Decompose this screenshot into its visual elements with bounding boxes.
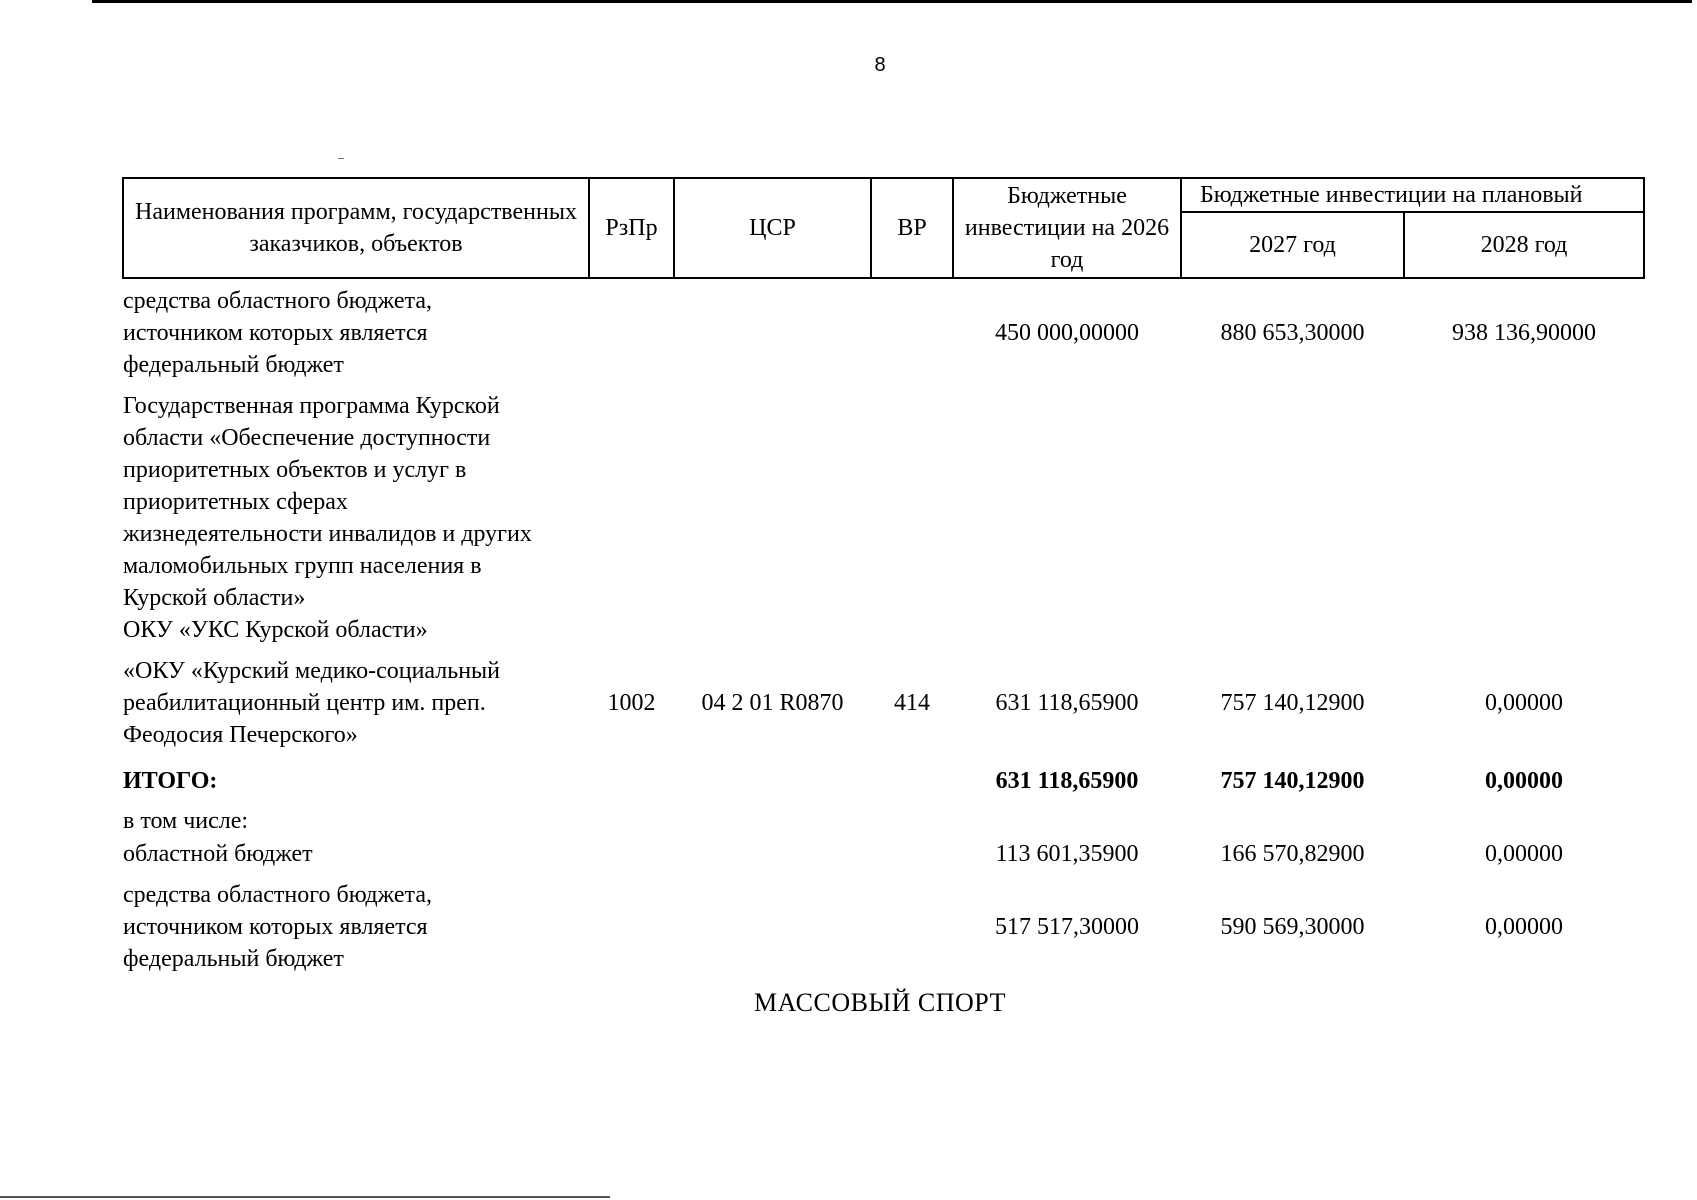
row-value-2028: 0,00000 <box>1485 768 1563 794</box>
page-number: 8 <box>874 54 886 76</box>
row-value-2028: 0,00000 <box>1485 914 1563 940</box>
row-name: средства областного бюджета, источником которых является федеральный бюджет <box>123 882 432 972</box>
row-value-2027: 166 570,82900 <box>1220 841 1365 867</box>
header-planned-period: Бюджетные инвестиции на плановый <box>1181 178 1644 212</box>
table-row-regional-budget <box>123 837 1644 871</box>
row-value-2028: 0,00000 <box>1485 841 1563 867</box>
row-name: в том числе: <box>123 808 249 834</box>
header-vr: ВР <box>871 178 953 278</box>
row-value-2026: 450 000,00000 <box>995 320 1139 346</box>
row-rzpr <box>589 387 674 649</box>
row-rzpr <box>589 871 674 983</box>
header-rzpr: РзПр <box>589 178 674 278</box>
row-value-2028: 938 136,90000 <box>1452 320 1596 346</box>
header-year-2028: 2028 год <box>1404 212 1644 278</box>
header-name: Наименования программ, государственных заказчиков, объектов <box>123 178 589 278</box>
row-value-2027 <box>1181 805 1404 837</box>
row-value-2027: 590 569,30000 <box>1220 914 1365 940</box>
row-rzpr <box>589 805 674 837</box>
row-vr <box>871 805 953 837</box>
table-row-federal-funds <box>123 871 1644 983</box>
table-row-federal-funds <box>123 278 1644 387</box>
row-vr <box>871 278 953 387</box>
row-value-2026: 631 118,65900 <box>995 690 1139 716</box>
table-row-total <box>123 757 1644 805</box>
row-vr <box>871 757 953 805</box>
table-header <box>123 178 1644 278</box>
row-vr <box>871 387 953 649</box>
budget-investments-table <box>122 177 1645 983</box>
table-row-object <box>123 649 1644 757</box>
row-csr <box>674 871 871 983</box>
row-rzpr: 1002 <box>607 690 656 716</box>
row-name: ИТОГО: <box>123 768 218 794</box>
row-vr: 414 <box>894 690 930 716</box>
row-name: областной бюджет <box>123 841 313 867</box>
row-csr <box>674 805 871 837</box>
row-value-2026: 517 517,30000 <box>995 914 1139 940</box>
row-rzpr <box>589 278 674 387</box>
table-body <box>123 278 1644 983</box>
row-value-2028 <box>1404 387 1644 649</box>
scan-edge-bottom <box>0 1196 610 1198</box>
row-csr <box>674 387 871 649</box>
scan-speck <box>338 158 344 159</box>
row-name: средства областного бюджета, источником которых является федеральный бюджет <box>123 288 432 378</box>
header-year-2027: 2027 год <box>1181 212 1404 278</box>
row-value-2028: 0,00000 <box>1485 690 1563 716</box>
table-row-state-program <box>123 387 1644 649</box>
row-vr <box>871 871 953 983</box>
row-csr <box>674 837 871 871</box>
header-investments-2026: Бюджетные инвестиции на 2026 год <box>953 178 1181 278</box>
scan-edge-top <box>92 0 1692 3</box>
section-title: МАССОВЫЙ СПОРТ <box>754 988 1006 1017</box>
row-rzpr <box>589 757 674 805</box>
row-value-2026: 113 601,35900 <box>995 841 1139 867</box>
row-vr <box>871 837 953 871</box>
row-value-2026 <box>953 387 1181 649</box>
table-row-including <box>123 805 1644 837</box>
row-value-2027 <box>1181 387 1404 649</box>
row-value-2027: 880 653,30000 <box>1220 320 1365 346</box>
row-csr <box>674 278 871 387</box>
row-name: Государственная программа Курской области «Обеспечение доступности приоритетных объектов и услуг в приоритетных сферах жизнедеятельности инвалидов и других маломобильных групп населения в Курской области» ОКУ «УКС Курской области» <box>123 393 532 643</box>
row-rzpr <box>589 837 674 871</box>
row-value-2027: 757 140,12900 <box>1220 768 1365 794</box>
row-value-2026 <box>953 805 1181 837</box>
row-csr <box>674 757 871 805</box>
row-value-2026: 631 118,65900 <box>995 768 1139 794</box>
row-value-2027: 757 140,12900 <box>1220 690 1365 716</box>
row-value-2028 <box>1404 805 1644 837</box>
header-csr: ЦСР <box>674 178 871 278</box>
row-csr: 04 2 01 R0870 <box>701 690 844 716</box>
row-name: «ОКУ «Курский медико-социальный реабилитационный центр им. преп. Феодосия Печерского» <box>123 658 501 748</box>
